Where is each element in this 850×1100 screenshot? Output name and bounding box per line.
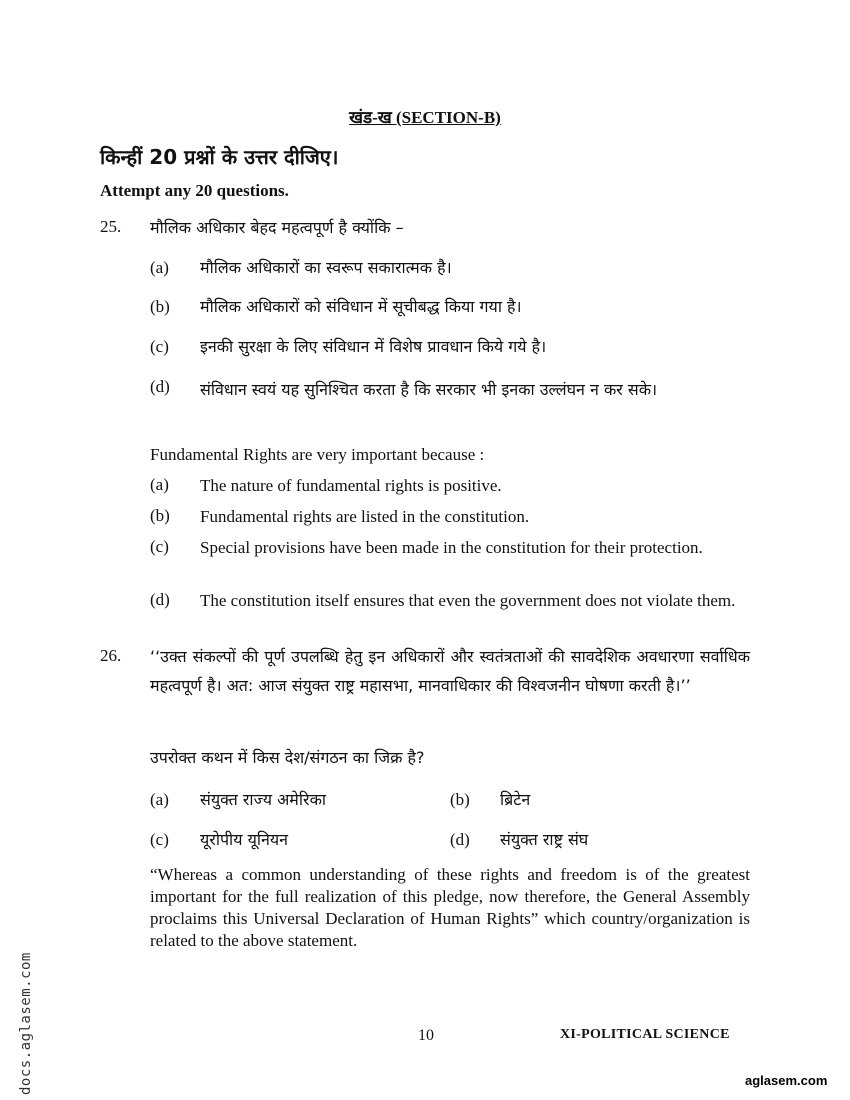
q26-option-b-text: ब्रिटेन bbox=[500, 790, 531, 809]
section-heading: खंड-ख (SECTION-B) bbox=[349, 108, 501, 127]
q25-hi-option-a-text: मौलिक अधिकारों का स्वरूप सकारात्मक है। bbox=[200, 258, 452, 277]
q26-option-d-text: संयुक्त राष्ट्र संघ bbox=[500, 830, 589, 849]
brand-link[interactable]: aglasem.com bbox=[745, 1073, 828, 1088]
q25-hi-option-b-label: (b) bbox=[150, 297, 170, 316]
question-26-quote-english: “Whereas a common understanding of these rights and freedom is of the greatest important for the full realization of this pledge, now therefore, the General Assembly proclaims this Universal Declaration of Human Rights” which country/organization is related to the above statement. bbox=[150, 865, 750, 950]
q25-en-option-d-label: (d) bbox=[150, 590, 170, 609]
q25-hi-option-d-text: संविधान स्वयं यह सुनिश्चित करता है कि सरकार भी इनका उल्लंघन न कर सके। bbox=[200, 380, 658, 399]
question-25-number: 25. bbox=[100, 217, 122, 236]
q26-option-a-text: संयुक्त राज्य अमेरिका bbox=[200, 790, 326, 809]
q25-hi-option-a-label: (a) bbox=[150, 258, 169, 277]
q25-en-option-b-text: Fundamental rights are listed in the constitution. bbox=[200, 507, 530, 526]
subject-footer: XI-POLITICAL SCIENCE bbox=[560, 1027, 730, 1042]
side-watermark: docs.aglasem.com bbox=[18, 952, 34, 1095]
question-26-quote-hindi: ‘‘उक्त संकल्पों की पूर्ण उपलब्धि हेतु इन अधिकारों और स्वतंत्रताओं की सावदेशिक अवधारणा सर्वाधिक महत्वपूर्ण है। अत: आज संयुक्त राष्ट्र महासभा, मानवाधिकार की विश्वजनीन घोषणा करती है।’’ bbox=[150, 647, 750, 695]
question-26-number: 26. bbox=[100, 646, 122, 665]
instruction-english: Attempt any 20 questions. bbox=[100, 181, 289, 200]
q26-option-b-label: (b) bbox=[450, 790, 470, 809]
q26-option-a-label: (a) bbox=[150, 790, 169, 809]
question-25-text-english: Fundamental Rights are very important because : bbox=[150, 445, 485, 464]
page-number: 10 bbox=[418, 1027, 434, 1044]
q26-option-c-text: यूरोपीय यूनियन bbox=[200, 830, 289, 849]
q25-en-option-a-text: The nature of fundamental rights is positive. bbox=[200, 476, 502, 495]
instruction-hindi: किन्हीं 20 प्रश्नों के उत्तर दीजिए। bbox=[100, 145, 339, 169]
question-26-question-hindi: उपरोक्त कथन में किस देश/संगठन का जिक्र है? bbox=[150, 748, 425, 767]
q25-en-option-b-label: (b) bbox=[150, 506, 170, 525]
q25-en-option-a-label: (a) bbox=[150, 475, 169, 494]
q25-hi-option-c-label: (c) bbox=[150, 337, 169, 356]
q25-en-option-d-text: The constitution itself ensures that even the government does not violate them. bbox=[200, 591, 736, 610]
q26-option-d-label: (d) bbox=[450, 830, 470, 849]
q25-hi-option-b-text: मौलिक अधिकारों को संविधान में सूचीबद्ध किया गया है। bbox=[200, 297, 522, 316]
q25-hi-option-c-text: इनकी सुरक्षा के लिए संविधान में विशेष प्रावधान किये गये है। bbox=[200, 337, 547, 356]
q25-en-option-c-text: Special provisions have been made in the constitution for their protection. bbox=[200, 538, 703, 557]
q25-hi-option-d-label: (d) bbox=[150, 377, 170, 396]
q26-option-c-label: (c) bbox=[150, 830, 169, 849]
q25-en-option-c-label: (c) bbox=[150, 537, 169, 556]
question-25-text-hindi: मौलिक अधिकार बेहद महत्वपूर्ण है क्योंकि – bbox=[150, 218, 404, 237]
